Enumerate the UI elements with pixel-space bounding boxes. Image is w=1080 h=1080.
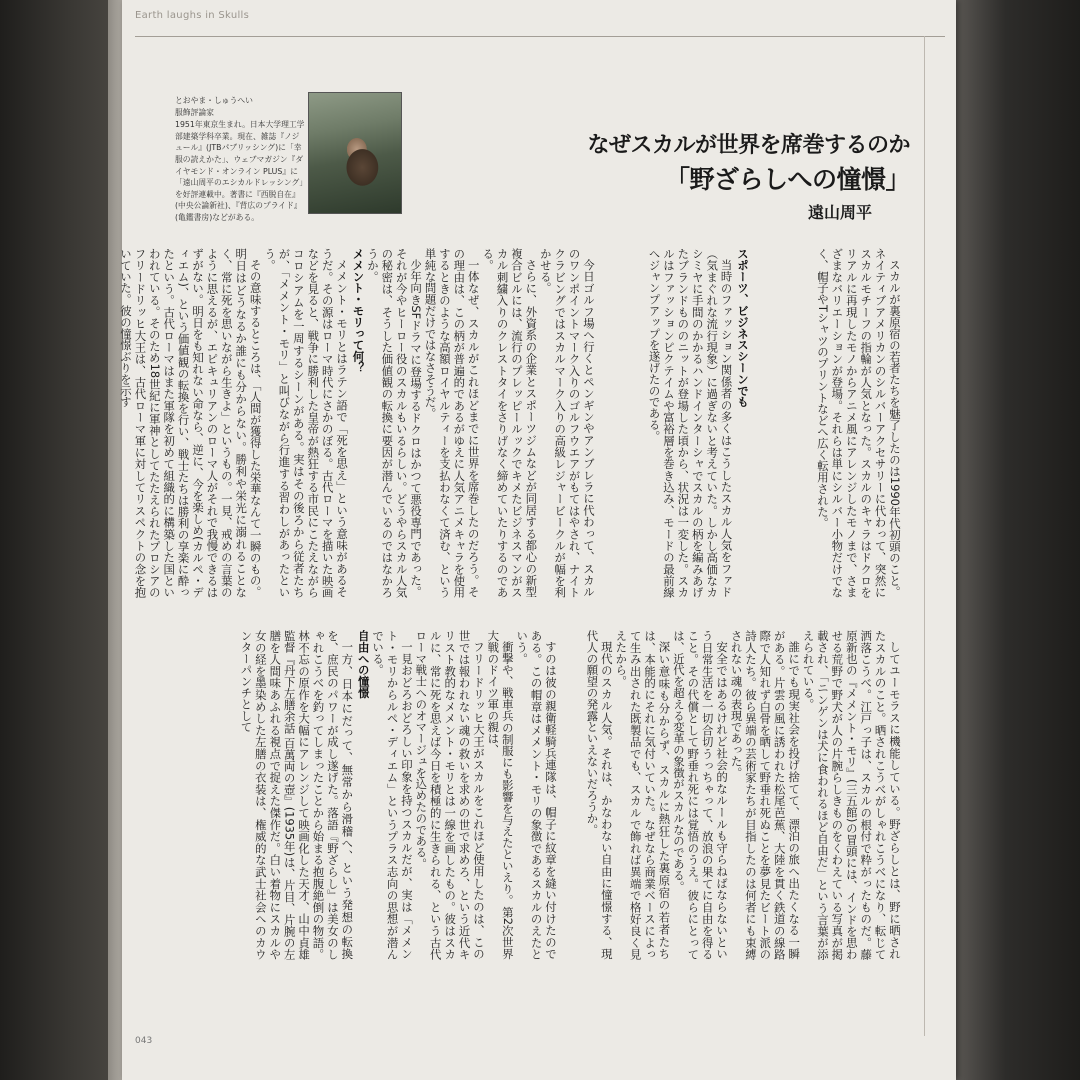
header-rule: [135, 36, 945, 37]
paragraph: 少年向きSFドラマに登場するドクロはかつて悪役専門であった。それが今やヒーロー役のスカルもいるらしい。どうやらスカル人気の秘密は、そうした価値観の転換に要因が潜んでいるのではなかろうか。: [365, 248, 424, 598]
margin-rule: [924, 36, 925, 1036]
author-bio: [175, 95, 305, 224]
paragraph: 深い意味も分からず、スカルに熱狂した裏原宿の若者たちは、本能的にそれに気付いていた。なぜなら商業ベースによって生み出された既製品でも、スカルで飾れば異端で格好良く見えたから。: [614, 630, 672, 960]
paragraph: 誰にでも現実社会を投げ捨てて、漂泊の旅へ出たくなる一瞬がある。片雲の風に誘われた松尾芭蕉、大陸を貫く鉄道の線路際で人知れず白骨を晒して野垂れ死ぬことを夢見たビート派の詩人たち。彼ら異端の芸術家たちが目指したのは何者にも束縛されない魂の表現であった。: [729, 630, 802, 960]
background-right: [956, 0, 1080, 1080]
paragraph: スカルが裏原宿の若者たちを魅了したのは1990年代初頭のこと。ネイティブアメリカンのシルバーアクセサリーに代わって、突然にスカルモチーフの指輪が人気となった。スカルのキャラはドクロをリアルに再現したモノからアニメ風にアレンジしたモノまで、さまざまなバリエーションが登場。それらは単にシルバー小物だけでなく、帽子やTシャツのプリントなどへ広く転用された。: [815, 248, 902, 598]
paragraph: フリードリッヒ大王がスカルをこれほど使用したのは、この世では報われない魂の救いを求めの世で求めろ、という近代キリスト教的なメメント・モリとは一線を画したもの。彼はスカルに、常に死を思えば今日を積極的に生きられる、という古代ローマ戦士へのオマージュを込めたのである。: [414, 630, 486, 960]
section-heading: スポーツ、ビジネスシーンでも: [736, 248, 750, 408]
page-number: 043: [135, 1036, 153, 1046]
paragraph: メメント・モリとはラテン語で「死を思え」という意味があるそうだ。その源はローマ時代にさかのぼる。古代ローマを描いた映画などを見ると、戦争に勝利した皇帝が熱狂する市民にこたえながらコロシアムを一周するシーンがある。実はその後ろから従者たちが、「メメント・モリ」と叫びながら行進する習わしがあったという。: [263, 248, 350, 598]
paragraph: さらに、外資系の企業とスポーツジムなどが同居する都心の新型複合ビルには、流行のプレッピールックでキメたビジネスマンがスカル刺繍入りのクレストタイをさりげなく締めていたりするのである。: [481, 248, 539, 598]
column-bottom-2: [172, 630, 558, 960]
bio-name: とおやま・しゅうへい: [175, 96, 253, 105]
article-subtitle: 「野ざらしへの憧憬」: [664, 165, 910, 194]
paragraph: 安全ではあるけれど社会的なルールも守らねばならないという日常生活を一切合切うっちゃって、放浪の果てに自由を得ること。その代償として野垂れ死には覚悟のうえ。彼らにとっては、近代を超える変革の象徴がスカルなのである。: [671, 630, 730, 960]
column-top-1: [752, 248, 902, 598]
paragraph: 今日ゴルフ場へ行くとペンギンやアンブレラに代わって、スカルのワンポイントマーク入りのゴルフウエアがもてはやされ、ナイトクラビングではスカルマーク入りの高級レジャービークルが幅を利かせる。: [538, 248, 596, 598]
paragraph: 一体なぜ、スカルがこれほどまでに世界を席巻したのだろう。その理由は、この柄が普遍的であるがゆえに人気アニメキャラを使用するときのような高額ロイヤルティーを支払わなくて済む、という単純な問題だけではなさそうだ。: [423, 248, 481, 598]
article-title: なぜスカルが世界を席巻するのか: [587, 133, 910, 158]
section-heading: 自由への憧憬: [356, 630, 371, 699]
bio-role: 服飾評論家: [175, 107, 214, 117]
column-bottom-1: [560, 630, 902, 960]
column-top-3: [119, 248, 596, 598]
background-shadow: [0, 0, 120, 1080]
column-top-2: [598, 248, 750, 598]
paragraph: してユーモラスに機能している。野ざらしとは、野に晒されたスカルのこと。晒されこうべがしゃれこうべになり、転じて洒落こうべ。江戸っ子は、スカルの根付で粋がったものだ。藤原新也の『メメント・モリ』(三五館)の冒頭には、インドを思わせる荒野で野犬が人の片腕らしきものをくわえている写真が掲載され、「ニンゲンは犬に食われるほど自由だ」という言葉が添えられている。: [801, 630, 902, 960]
paragraph: 当時のファッション関係者の多くはこうしたスカル人気をファド（気まぐれな流行現象）に過ぎないと考えていた。しかし高価なカシミヤに手間のかかるハンドインターシャでスカルの柄を編みあげたブランドもののニットが登場した頃から、状況は一変した。スカルはファッションピクテイムや富裕層を巻き込み、モードの最前線へジャンプアップを遂げたのである。: [647, 248, 734, 598]
bio-text: 1951年東京生まれ。日本大学理工学部建築学科卒業。現在、雑誌『ノジュール』(JTBパブリッシング)に「幸服の読えかた」、ウェブマガジン『ダイヤモンド・オンライン PLUS』に「遠山周平のエシカルドレッシング」を好評連載中。著書に『西脱自在』(中央公論新社)、『背広のプライド』(亀鑑書房)などがある。: [175, 120, 305, 222]
article-author: 遠山周平: [807, 203, 872, 222]
paragraph: 一方、日本にだって、無常から滑稽へ、という発想の転換を、庶民のパワーが成し遂げた。落語『野ざらし』は美女のしゃれこうべを釣ってしまったことから始まる抱腹絶倒の物語。林不忘の原作を大幅にアレンジして映画化した天才、山中貞雄監督『丹下左膳余話 百萬両の壺』(1935年)は、片目、片腕の左膳を人間味あふれる視点で捉えた傑作だ。白い着物にスカルや女の経を墨染めした左膳の衣装は、権威的な武士社会へのカウンターパンチとして: [239, 630, 355, 960]
paragraph: 衝撃や、戦車兵の制服にも影響を与えたといえり。第2次世界大戦のドイツ軍の親は、: [486, 630, 515, 960]
paragraph: その意味するところは、「人間が獲得した栄華なんて一瞬のもの。明日はどうなるか誰にも分からない。勝利や栄光に溺れることなく、常に死を思いながら生きよ」というもの。一見、戒めの言葉のように思えるが、エピキュリアンのローマ人がそれで我慢できるはずがない。明日をも知れない命なら、逆に、今を楽しめ(カルペ・ディエム)、という価値観の転換を行い、戦士たちは勝利の享楽に酔ったという。古代ローマはまた軍隊を初めて組織的に構築した国といわれている。そのため18世紀に軍神としてたたえられたプロシアのフリードリッヒ大王は、古代ローマ軍に対してリスペクトの念を抱いていた。彼の憧憬ぶりを示す: [119, 248, 263, 598]
author-photo: [308, 92, 402, 214]
section-heading: メメント・モリって何？: [351, 248, 366, 374]
paragraph: 現代のスカル人気。それは、かなわない自由に憧憬する、現代人の願望の発露といえないだろうか。: [585, 630, 614, 960]
paragraph: すのは彼の親衛軽騎兵連隊は、帽子に紋章を縫い付けたのである。この帽章はメメント・モリの象徴であるスカルのえたという。: [515, 630, 558, 960]
paragraph: 一見おどろおどろしい印象を持つスカルだが、実は「メメント・モリからルペ・ディエム」というプラス志向の思想が潜んでいる。: [371, 630, 414, 960]
running-title: Earth laughs in Skulls: [135, 10, 250, 21]
